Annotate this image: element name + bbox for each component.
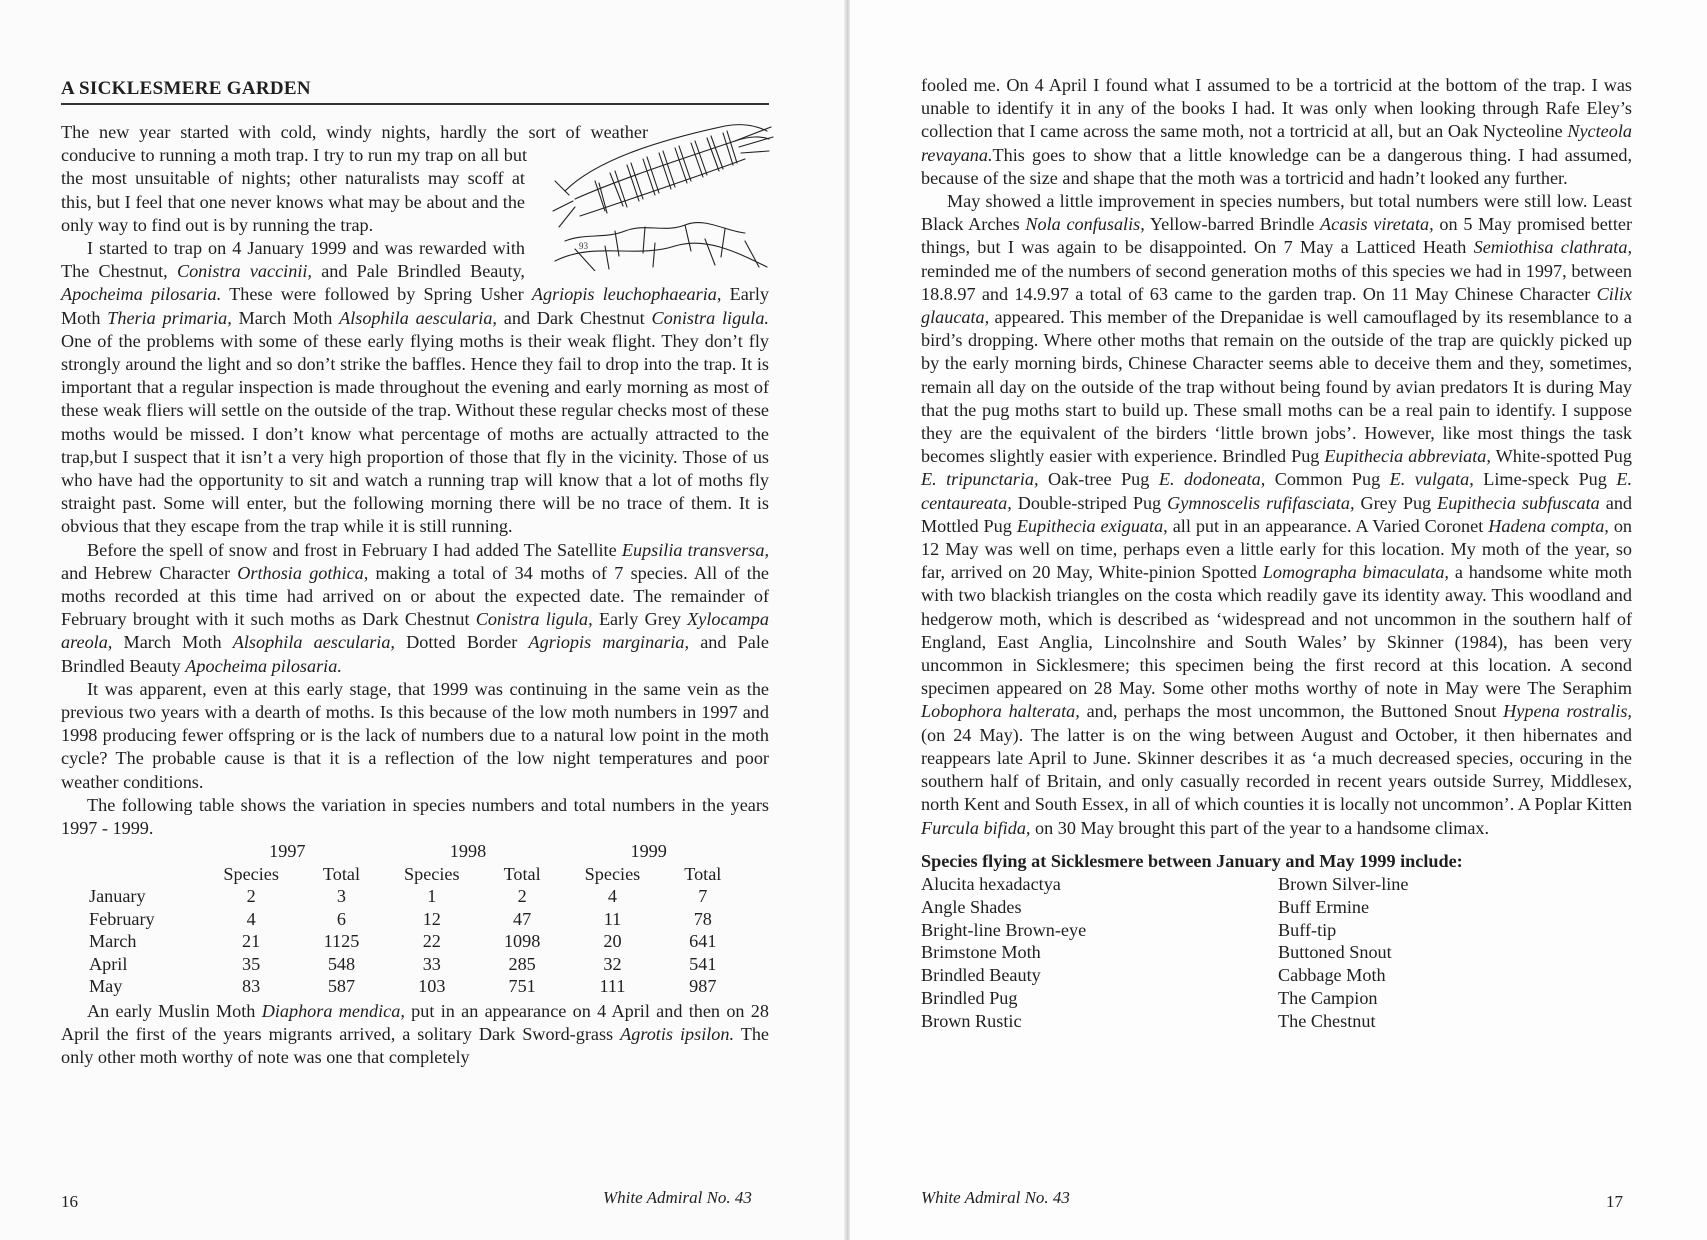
table-cell: 751 [508,976,536,997]
table-cell: 7 [698,886,708,907]
month-label: April [89,953,128,974]
table-cell: 4 [607,886,617,907]
footer-left: White Admiral No. 43 [603,1188,752,1207]
table-cell: 22 [422,931,441,952]
table-cell: 32 [603,953,622,974]
moth-counts-table [89,840,739,998]
table-cell: 987 [689,976,717,997]
table-cell: 1098 [503,931,541,952]
list-item: Angle Shades [921,896,1022,917]
table-cell: 35 [242,953,261,974]
right-column [921,74,1632,1032]
table-cell: 1 [427,886,437,907]
list-item: Brown Rustic [921,1010,1022,1031]
column-header: Total [322,863,361,884]
moth-sketch-icon [535,121,775,277]
table-cell: 3 [336,886,347,907]
table-cell: 587 [327,976,356,997]
table-row [89,975,739,998]
list-item: Buttoned Snout [1278,942,1392,963]
table-cell: 33 [422,953,441,974]
table-cell: 1125 [323,931,360,952]
year-header: 1997 [269,841,306,862]
list-item: Brindled Pug [921,987,1018,1008]
table-row [89,908,739,931]
month-label: March [89,931,137,952]
paragraph-6: An early Muslin Moth Diaphora mendica, put in an appearance on 4 April and then on 28 April the first of the years migrants arrived, a solitary Dark Sword-grass Agrotis ipsilon. The only other moth worthy of note was one that completely [61,1000,769,1068]
table-cell: 2 [517,886,527,907]
table-cell: 111 [599,976,626,997]
table-cell: 285 [508,953,536,974]
list-item: The Chestnut [1278,1010,1376,1031]
list-item: Buff Ermine [1278,896,1370,917]
list-item: The Campion [1278,987,1378,1008]
table-year-row [89,840,739,863]
paragraph-r2: May showed a little improvement in species numbers, but total numbers were still low. Least Black Arches Nola confusalis, Yellow-barred Brindle Acasis viretata, on 5 May promised better things, but I was again to be disappointed. On 7 May a Latticed Heath Semiothisa clathrata, reminded me of the numbers of second generation moths of this species we had in 1997, between 18.8.97 and 14.9.97 a total of 63 came to the garden trap. On 11 May Chinese Character Cilix glaucata, appeared. This member of the Drepanidae is well camouflaged by its resemblance to a bird’s dropping. Where other moths that remain on the outside of the trap are quickly picked up by the early morning birds, Chinese Character seems able to deceive them and they, sometimes, remain all day on the outside of the trap without being found by avian predators It is during May that the pug moths start to build up. These small moths can be a real pain to identify. I suppose they are the equivalent of the birders ‘little brown jobs’. However, like most things the task becomes slightly easier with experience. Brindled Pug Eupithecia abbreviata, White-spotted Pug E. tripunctaria, Oak-tree Pug E. dodoneata, Common Pug E. vulgata, Lime-speck Pug E. centaureata, Double-striped Pug Gymnoscelis rufifasciata, Grey Pug Eupithecia subfuscata and Mottled Pug Eupithecia exiguata, all put in an appearance. A Varied Coronet Hadena compta, on 12 May was well on time, perhaps even a little early for this location. My moth of the year, so far, arrived on 20 May, White-pinion Spotted Lomographa bimaculata, a handsome white moth with two blackish triangles on the costa which readily gave its identity away. This woodland and hedgerow moth, which is described as ‘widespread and not uncommon in the southern half of England, East Anglia, Lincolnshire and South Wales’ by Skinner (1984), has been very uncommon in Sicklesmere; this specimen being the first record at this location. A second specimen appeared on 28 May. Some other moths worthy of note in May were The Seraphim Lobophora halterata, and, perhaps the most uncommon, the Buttoned Snout Hypena rostralis, (on 24 May). The latter is on the wing between August and October, it then hibernates and reappears late April to June. Skinner describes it as ‘a much decreased species, occuring in the southern half of Britain, and only casually recorded in recent years outside Surrey, Middlesex, north Kent and South Essex, in all of which counties it is locally not uncommon’. A Poplar Kitten Furcula bifida, on 30 May brought this part of the year to a handsome climax. [921,191,1633,838]
footer-right: White Admiral No. 43 [921,1188,1070,1207]
page-number-left: 16 [61,1192,78,1211]
artist-signature: 93 [579,241,588,251]
table-cell: 47 [513,908,532,929]
month-label: January [89,886,146,907]
species-list [921,873,1632,1033]
page-number-right: 17 [1606,1192,1623,1211]
table-cell: 11 [603,908,622,929]
table-row [89,953,739,976]
table-cell: 548 [327,953,356,974]
paragraph-1 [61,121,769,251]
paragraph-r1: fooled me. On 4 April I found what I assumed to be a tortricid at the bottom of the trap. I was unable to identify it in any of the books I had. It was only when looking through Rafe Eley’s collection that I came across the same moth, not a tortricid at all, but an Oak Nycteoline Nycteola revayana.This goes to show that a little knowledge can be a dangerous thing. I had assumed, because of the size and shape that the moth was a tortricid and hadn’t looked any further. [921,75,1632,188]
table-cell: 83 [242,976,261,997]
column-header: Species [404,863,460,884]
table-body [89,885,739,998]
list-item: Alucita hexadactya [921,873,1061,894]
list-item: Brimstone Moth [921,942,1041,963]
table-cell: 78 [693,908,712,929]
list-item: Brown Silver-line [1278,873,1409,894]
list-item: Brindled Beauty [921,965,1041,986]
table-subheader-row [89,863,739,886]
month-label: May [89,976,123,997]
column-header: Species [223,863,279,884]
paragraph-2: I started to trap on 4 January 1999 and was rewarded with The Chestnut, Conistra vaccinii, and Pale Brindled Beauty, Apocheima pilosaria. These were followed by Spring Usher Agriopis leuchophaearia, Early Moth Theria primaria, March Moth Alsophila aescularia, and Dark Chestnut Conistra ligula. One of the problems with some of these early flying moths is their weak flight. They don’t fly strongly around the light and so don’t strike the baffles. Hence they fail to drop into the trap. It is important that a regular inspection is made throughout the evening and early morning as most of these weak fliers will settle on the outside of the trap. Without these regular checks most of these moths would be missed. I don’t know what percentage of moths are actually attracted to the trap,but I suspect that it isn’t a very high proportion of those that fly in the vicinity. Those of us who have had the opportunity to sit and watch a running trap will know that a lot of moths fly straight past. Some will enter, but the following morning there will be no trace of them. It is obvious that they escape from the trap while it is still running. [61,238,770,537]
month-label: February [89,908,155,929]
paragraph-1-text: The new year started with cold, windy nights, hardly the sort of weather conducive to running a moth trap. I try to run my trap on all but the most unsuitable of nights; other naturalists may scoff at this, but I feel that one never knows what may be about and the only way to find out is by running the trap. [61,122,649,235]
list-item: Buff-tip [1278,919,1337,940]
paragraph-3: Before the spell of snow and frost in February I had added The Satellite Eupsilia transversa, and Hebrew Character Orthosia gothica, making a total of 34 moths of 7 species. All of the moths recorded at this time had arrived on or about the expected date. The remainder of February brought with it such moths as Dark Chestnut Conistra ligula, Early Grey Xylocampa areola, March Moth Alsophila aescularia, Dotted Border Agriopis marginaria, and Pale Brindled Beauty Apocheima pilosaria. [61,539,769,676]
table-row [89,930,739,953]
table-cell: 541 [689,953,717,974]
table-cell: 103 [418,976,446,997]
article-title: A SICKLESMERE GARDEN [61,78,769,105]
right-page [850,0,1707,1240]
column-header: Species [584,863,641,884]
left-column [61,121,769,1069]
table-cell: 21 [242,931,261,952]
column-header: Total [503,863,541,884]
table-cell: 2 [246,886,256,907]
column-header: Total [684,863,722,884]
species-heading: Species flying at Sicklesmere between January and May 1999 include: [921,850,1463,871]
year-header: 1998 [449,841,487,862]
list-item: Bright-line Brown-eye [921,919,1087,940]
year-header: 1999 [630,841,667,862]
table-cell: 20 [603,931,622,952]
paragraph-5: The following table shows the variation in species numbers and total numbers in the years 1997 - 1999. [61,794,769,839]
table-cell: 641 [689,931,717,952]
table-cell: 4 [246,908,256,929]
left-page [0,0,848,1240]
table-cell: 12 [422,908,441,929]
table-cell: 6 [336,908,347,929]
table-row [89,885,739,908]
paragraph-4: It was apparent, even at this early stage, that 1999 was continuing in the same vein as the previous two years with a dearth of moths. Is this because of the low moth numbers in 1997 and 1998 producing fewer offspring or is the lack of numbers due to a natural low point in the moth cycle? The probable cause is that it is a reflection of the low night temperatures and poor weather conditions. [61,678,769,792]
list-item: Cabbage Moth [1278,965,1386,986]
